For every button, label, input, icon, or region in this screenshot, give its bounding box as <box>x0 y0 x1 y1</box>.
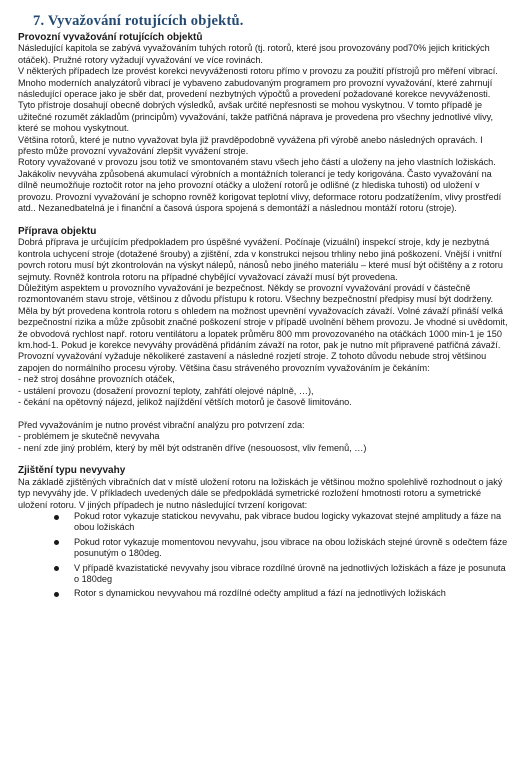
bullet-icon <box>54 566 59 571</box>
bullet-item: V případě kvazistatické nevyvahy jsou vibrace rozdílné úrovně na jednotlivých ložiskách a fáze je posunuta o 180deg <box>54 563 508 589</box>
list-item: - problémem je skutečně nevyvaha <box>18 431 160 442</box>
paragraph: Rotory vyvažované v provozu jsou totiž ve smontovaném stavu všech jeho částí a uloženy na jeho vlastních ložiskách. Jakákoliv nevyváha způsobená akumulací výrobních a montážních tolerancí je tedy korigována. Často vyvažování na dílně neumožňuje roztočit rotor na jeho provozní otáčky a uložení rotorů je odlišné (z hlediska tuhosti) od uložení v provozu. Provozní vyvažování je schopno rovněž korigovat teplotní vlivy, deformace rotoru podzatížením, vlivy prostředí atd.. Nezanedbatelná je i finanční a časová úspora spojená s demontáží a následnou montáží rotoru (stroje). <box>18 157 502 214</box>
bullet-item: Rotor s dynamickou nevyvahou má rozdílné odečty amplitud a fází na jednotlivých ložiskách <box>54 588 508 602</box>
bullet-icon <box>54 540 59 545</box>
section-zjisteni-typu-nevyvahy <box>18 465 508 602</box>
section-heading: Příprava objektu <box>18 225 97 237</box>
bullet-icon <box>54 515 59 520</box>
list-item: - čekání na opětovný nájezd, jelikož najíždění větších motorů je časově limitováno. <box>18 396 352 407</box>
paragraph: V některých případech lze provést korekci nevyváženosti rotoru přímo v provozu za použití přístrojů pro měření vibrací. Mnoho moderních analyzátorů vibrací je vybaveno zabudovaným programem pro provozní vyvažování, které zahrnují následující operace jako je sběr dat, provedení nezbytných výpočtů a provedení požadované korekce nevyváženosti. Tyto přístroje dosahují obecně dobrých výsledků, avšak určité nepřesnosti se mohou vyskytnou. V tomto případě je užitečné rozumět základům (principům) vyvažování, takže patřičná náprava je provedena pro všechny jednotlivé vlivy, které se mohou vyskytnout. <box>18 66 498 134</box>
paragraph: Následující kapitola se zabývá vyvažováním tuhých rotorů (tj. rotorů, které jsou provozovány pod70% jejich kritických otáček). Pružné rotory vyžadují vyvažování ve více rovinách. <box>18 43 490 65</box>
list-item: - než stroj dosáhne provozních otáček, <box>18 374 175 385</box>
chapter-title: 7. Vyvažování rotujících objektů. <box>33 13 244 29</box>
bullet-list <box>18 511 508 603</box>
paragraph: Důležitým aspektem u provozního vyvažování je bezpečnost. Někdy se provozní vyvažování provádí v částečně rozmontovaném stavu stroje, většinou z důvodu přístupu k rotoru. Všechny bezpečnostní předpisy musí být dodrženy. <box>18 282 494 305</box>
section-heading: Provozní vyvažování rotujících objektů <box>18 32 203 43</box>
section-provozni-vyvazovani <box>18 32 508 215</box>
list-item: - není zde jiný problém, který by měl být odstraněn dříve (nesouosost, vliv řemenů, …) <box>18 442 367 453</box>
paragraph: Většina rotorů, které je nutno vyvažovat byla již pravděpodobně vyvážena při výrobě anebo následných opravách. I přesto může provozní vyvažování zlepšit vyvážení stroje. <box>18 134 483 157</box>
paragraph: Na základě zjištěných vibračních dat v místě uložení rotoru na ložiskách je většinou možno spolehlivě rozhodnout o jaký typ nevyváhy jde. V příkladech uvedených dále se předpokládá symetrické rozložení hmotnosti rotoru a symetrické uložení rotoru. V jiných případech je nutno následující tvrzení korigovat: <box>18 476 503 510</box>
bullet-item: Pokud rotor vykazuje statickou nevyvahu, pak vibrace budou logicky vykazovat stejné amplitudy a fáze na obou ložiskách <box>54 511 508 537</box>
paragraph: Dobrá příprava je určujícím předpokladem pro úspěšné vyvážení. Počínaje (vizuální) inspekcí stroje, kdy je nezbytná kontrola uchycení stroje (dotažené šrouby) a zjištění, zda v konstrukci nejsou trhliny nebo jiná poškození. Vnější i vnitřní povrch rotoru musí být zkontrolován na výskyt nálepů, nánosů nebo jiného materiálu – které musí být očištěny a z rotoru sejmuty. Rovněž kontrola rotoru na případné chybějící vyvažovací závaží musí být provedena. <box>18 237 503 282</box>
paragraph: Před vyvažováním je nutno provést vibrační analýzu pro potvrzení zda: <box>18 419 305 430</box>
section-priprava-objektu <box>18 226 508 454</box>
list-item: - ustálení provozu (dosažení provozní teploty, zahřátí olejové náplně, …), <box>18 385 314 396</box>
bullet-item: Pokud rotor vykazuje momentovou nevyvahu, jsou vibrace na obou ložiskách stejné úrovně s odečtem fáze posunutým o 180deg. <box>54 537 508 563</box>
section-heading: Zjištění typu nevyvahy <box>18 465 126 477</box>
bullet-icon <box>54 592 59 597</box>
paragraph: Měla by být provedena kontrola rotoru s ohledem na možnost upevnění vyvažovacích závaží. Volné závaží přináší velká bezpečnostní rizika a může způsobit značné poškození stroje v případě uvolnění během provozu. Je vhodné si uvědomit, že obvodová rychlost např. rotoru ventilátoru a lopatek průměru 800 mm provozovaného na otáčkách 1000 min-1 je 150 km.hod-1. Pokud je korekce nevyváhy prováděná přidáním závaží na rotor, pak je nutno mít připravené patřičná závaží. Provozní vyvažování vyžaduje několikeré zastavení a následné rozjetí stroje. Z tohoto důvodu nebude stroj většinou zapojen do normálního procesu výroby. Většina času stráveného provozním vyvažováním je čekáním: <box>18 305 508 373</box>
